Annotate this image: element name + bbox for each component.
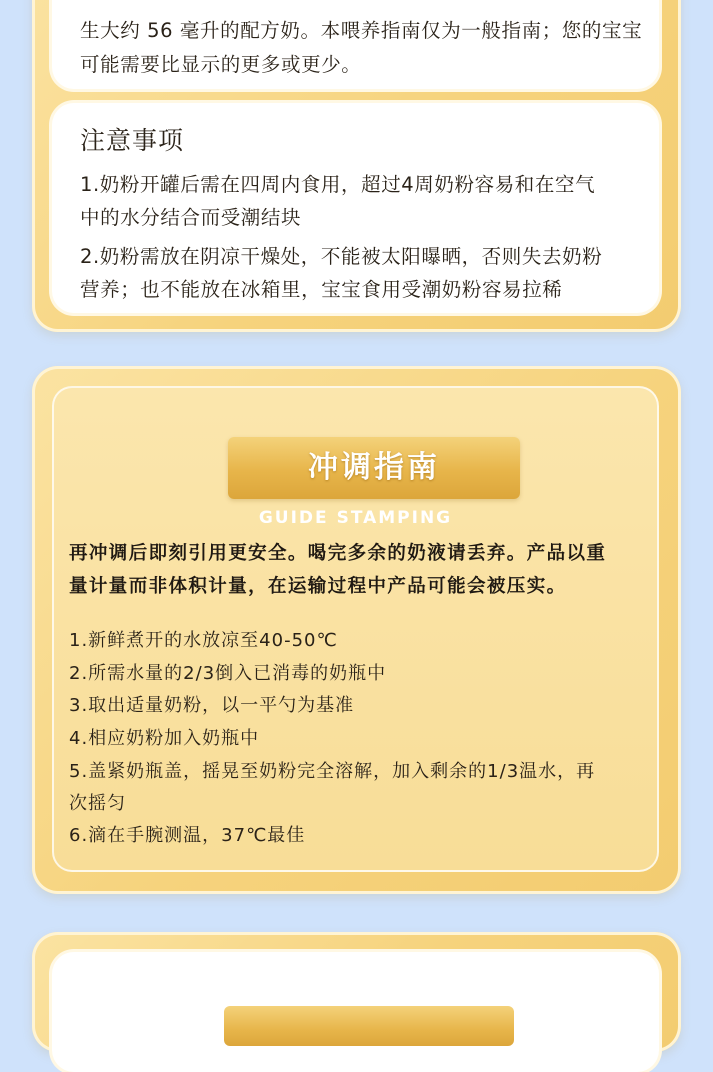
guide-panel (32, 366, 681, 894)
notice-item-2-line-1: 2.奶粉需放在阴凉干燥处，不能被太阳曝晒，否则失去奶粉 (80, 245, 603, 268)
next-panel (32, 932, 681, 1052)
guide-step-4: 4.相应奶粉加入奶瓶中 (69, 728, 260, 749)
guide-step-3: 3.取出适量奶粉，以一平勺为基准 (69, 695, 355, 716)
notice-item-2-line-2: 营养；也不能放在冰箱里，宝宝食用受潮奶粉容易拉稀 (80, 278, 563, 301)
notice-card (52, 103, 659, 313)
guide-step-5-line-1: 5.盖紧奶瓶盖，摇晃至奶粉完全溶解，加入剩余的1/3温水，再 (69, 761, 596, 782)
notice-title: 注意事项 (80, 126, 185, 155)
guide-intro-line-2: 量计量而非体积计量，在运输过程中产品可能会被压实。 (69, 576, 567, 597)
next-card (52, 952, 659, 1072)
info-panel (32, 0, 681, 332)
guide-step-5-line-2: 次摇匀 (69, 793, 126, 814)
notice-item-1-line-1: 1.奶粉开罐后需在四周内食用，超过4周奶粉容易和在空气 (80, 173, 596, 196)
guide-card (52, 386, 659, 872)
feeding-guide-note-card (52, 0, 659, 89)
guide-step-6: 6.滴在手腕测温，37℃最佳 (69, 825, 306, 846)
next-title-banner (224, 1006, 514, 1046)
guide-step-1: 1.新鲜煮开的水放凉至40-50℃ (69, 630, 338, 651)
guide-step-2: 2.所需水量的2/3倒入已消毒的奶瓶中 (69, 663, 387, 684)
guide-subtitle: GUIDE STAMPING (258, 508, 453, 528)
guide-intro-line-1: 再冲调后即刻引用更安全。喝完多余的奶液请丢弃。产品以重 (69, 543, 607, 564)
guide-title-banner: 冲调指南 (228, 437, 520, 499)
feeding-note-line-2: 可能需要比显示的更多或更少。 (80, 53, 362, 76)
notice-item-1-line-2: 中的水分结合而受潮结块 (80, 206, 302, 229)
feeding-note-line-1: 生大约 56 毫升的配方奶。本喂养指南仅为一般指南；您的宝宝 (80, 19, 643, 42)
